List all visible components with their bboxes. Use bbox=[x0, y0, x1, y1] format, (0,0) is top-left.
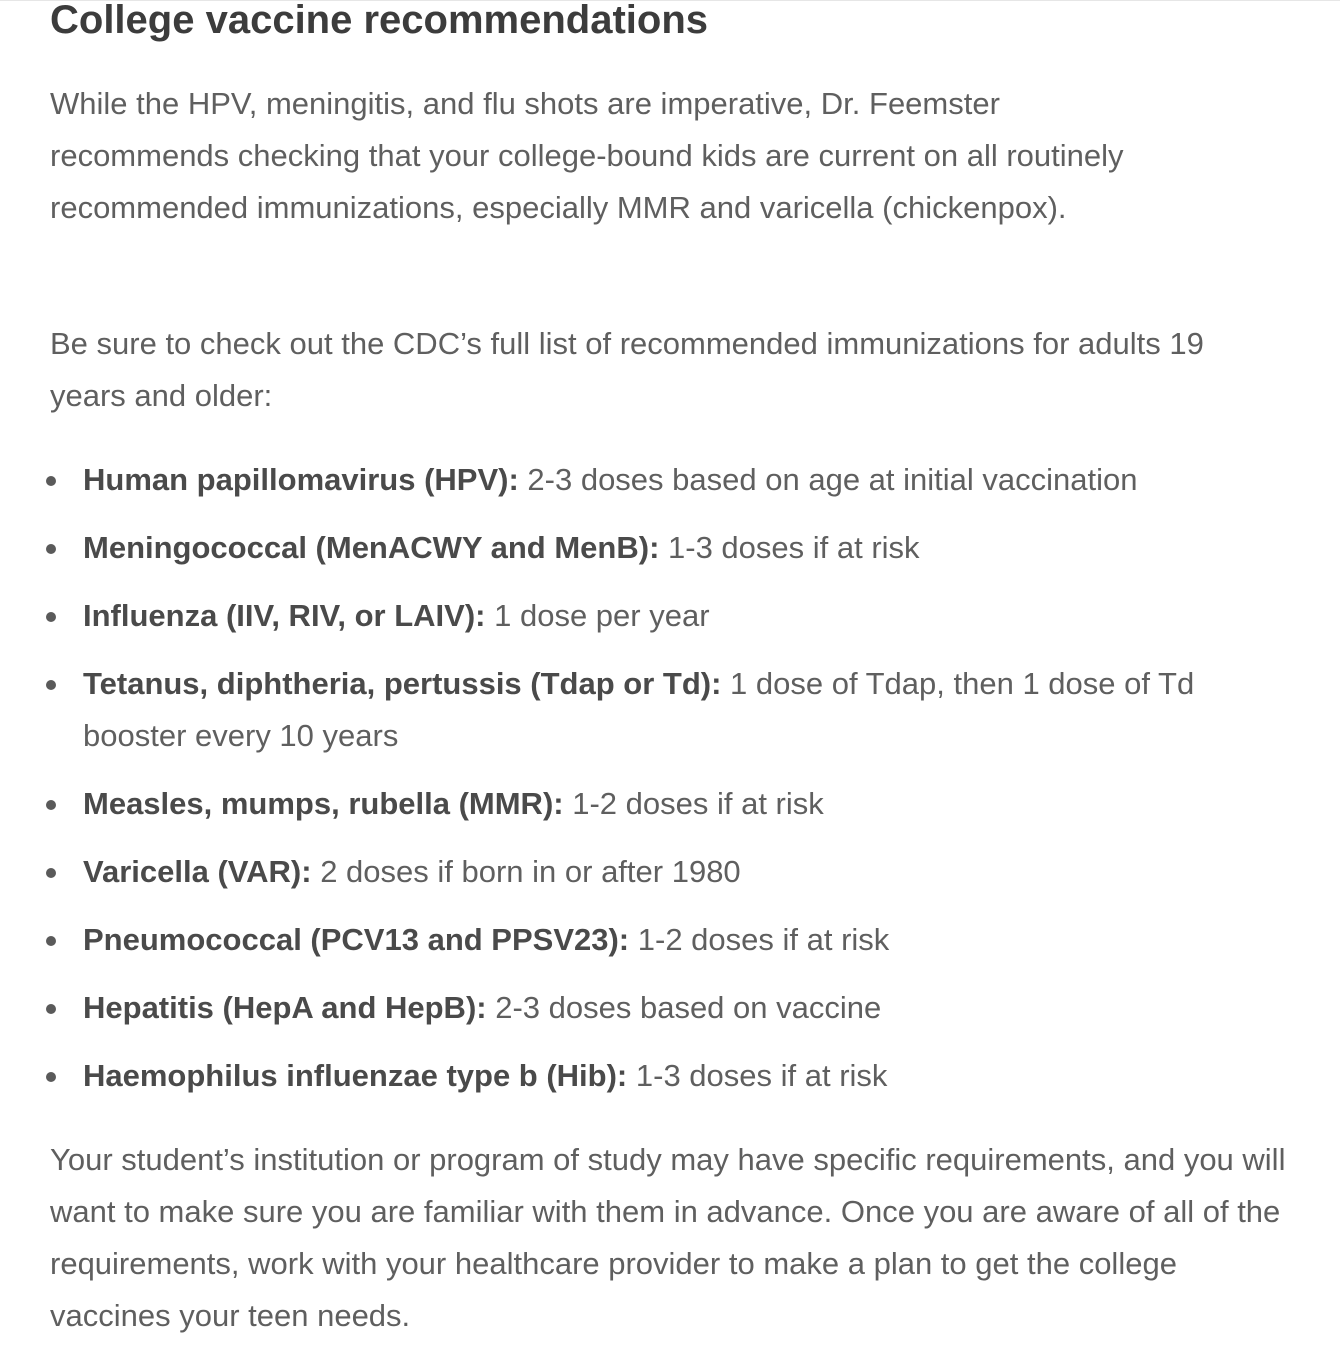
bullet-icon bbox=[46, 936, 56, 946]
bullet-icon bbox=[46, 544, 56, 554]
vaccine-detail: 1-3 doses if at risk bbox=[659, 530, 920, 565]
vaccine-detail: 1 dose of Tdap, then 1 dose of Td booster every 10 years bbox=[83, 666, 1195, 753]
bullet-icon bbox=[46, 612, 56, 622]
list-item bbox=[50, 846, 1290, 898]
vaccine-list bbox=[50, 454, 1290, 1118]
vaccine-name: Measles, mumps, rubella (MMR): bbox=[83, 786, 564, 821]
vaccine-name: Tetanus, diphtheria, pertussis (Tdap or Td): bbox=[83, 666, 722, 701]
list-item bbox=[50, 590, 1290, 642]
vaccine-detail: 2-3 doses based on age at initial vaccination bbox=[518, 462, 1138, 497]
list-item bbox=[50, 658, 1283, 762]
bullet-icon bbox=[46, 1004, 56, 1014]
bullet-icon bbox=[46, 868, 56, 878]
vaccine-name: Hepatitis (HepA and HepB): bbox=[83, 990, 487, 1025]
vaccine-name: Influenza (IIV, RIV, or LAIV): bbox=[83, 598, 486, 633]
list-item bbox=[50, 1050, 1290, 1102]
list-item bbox=[50, 982, 1290, 1034]
vaccine-detail: 1-2 doses if at risk bbox=[563, 786, 824, 821]
closing-paragraph: Your student’s institution or program of study may have specific requirements, and you will want to make sure you are familiar with them in advance. Once you are aware of all of the requirements, work with your healthcare provider to make a plan to get the college vaccines your teen needs. bbox=[50, 1142, 1286, 1333]
vaccine-name: Human papillomavirus (HPV): bbox=[83, 462, 519, 497]
vaccine-name: Haemophilus influenzae type b (Hib): bbox=[83, 1058, 628, 1093]
list-item bbox=[50, 914, 1290, 966]
vaccine-detail: 2 doses if born in or after 1980 bbox=[311, 854, 741, 889]
vaccine-detail: 1 dose per year bbox=[485, 598, 710, 633]
list-item bbox=[50, 778, 1290, 830]
vaccine-detail: 2-3 doses based on vaccine bbox=[486, 990, 882, 1025]
bullet-icon bbox=[46, 476, 56, 486]
bullet-icon bbox=[46, 680, 56, 690]
list-intro-paragraph: Be sure to check out the CDC’s full list of recommended immunizations for adults 19 years and older: bbox=[50, 326, 1204, 413]
vaccine-name: Pneumococcal (PCV13 and PPSV23): bbox=[83, 922, 630, 957]
vaccine-name: Meningococcal (MenACWY and MenB): bbox=[83, 530, 660, 565]
vaccine-detail: 1-2 doses if at risk bbox=[629, 922, 890, 957]
list-item bbox=[50, 454, 1290, 506]
bullet-icon bbox=[46, 800, 56, 810]
list-item bbox=[50, 522, 1290, 574]
vaccine-detail: 1-3 doses if at risk bbox=[627, 1058, 888, 1093]
vaccine-name: Varicella (VAR): bbox=[83, 854, 312, 889]
bullet-icon bbox=[46, 1072, 56, 1082]
intro-paragraph: While the HPV, meningitis, and flu shots are imperative, Dr. Feemster recommends checking that your college-bound kids are current on all routinely recommended immunizations, especially MMR and varicella (chickenpox). bbox=[50, 86, 1124, 225]
section-heading: College vaccine recommendations bbox=[50, 0, 709, 42]
